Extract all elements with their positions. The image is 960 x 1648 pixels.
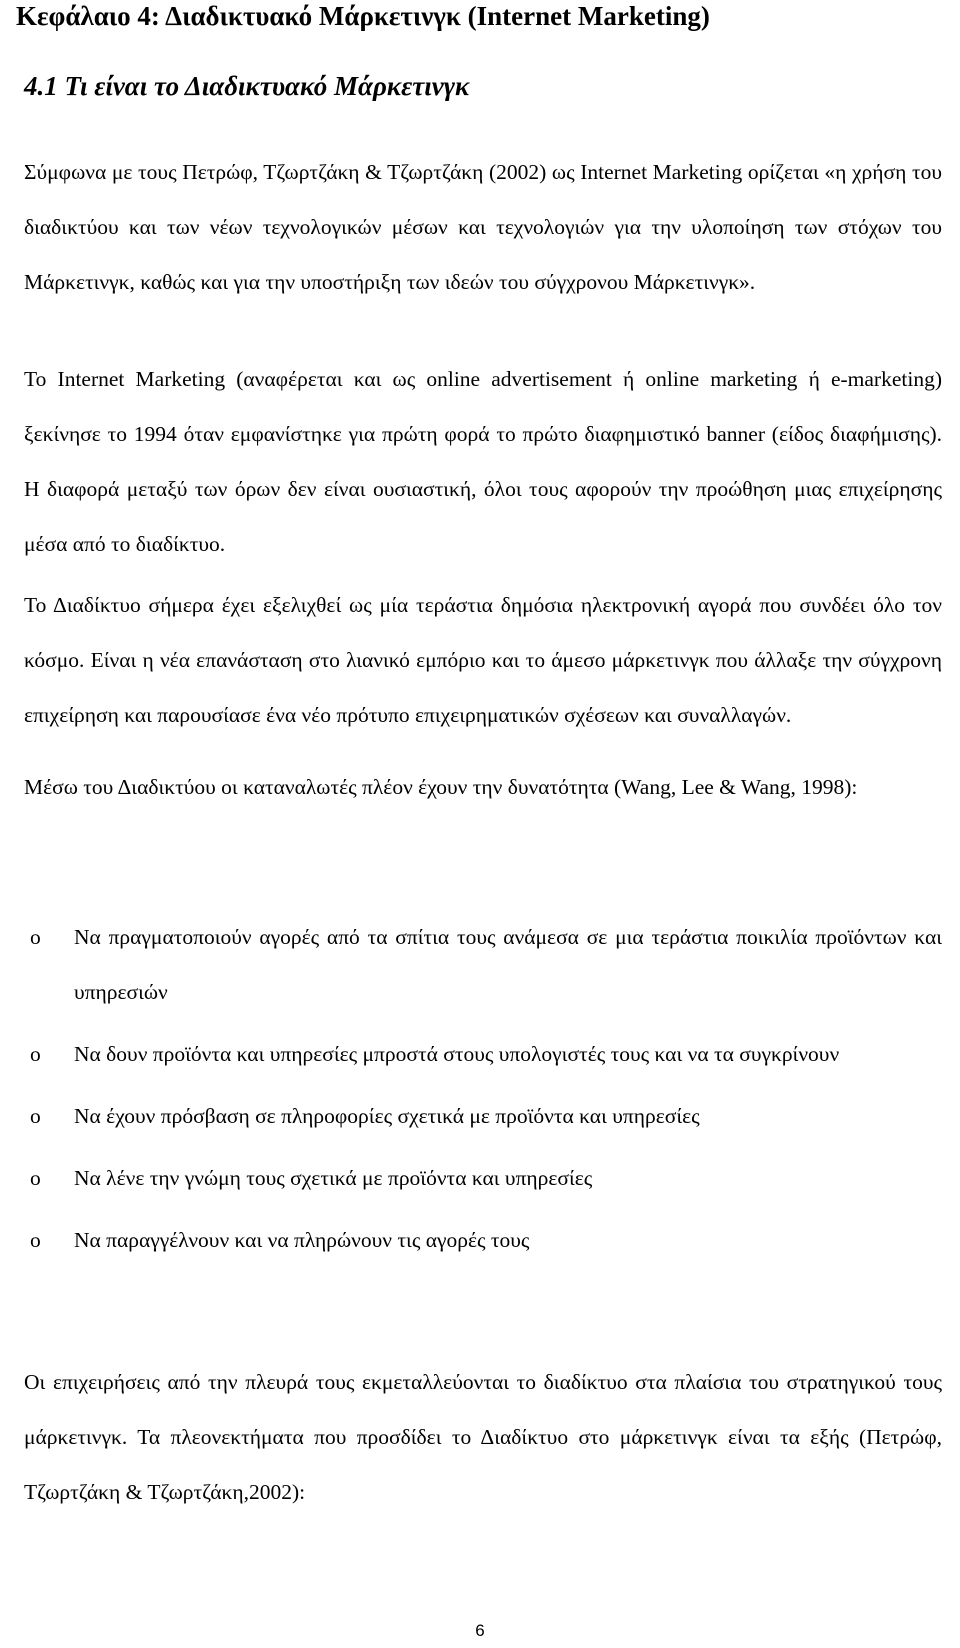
list-item-text: Να δουν προϊόντα και υπηρεσίες μπροστά στους υπολογιστές τους και να τα συγκρίνουν — [74, 1042, 840, 1066]
bullet-marker: o — [30, 1042, 41, 1066]
list-item — [24, 1089, 942, 1144]
paragraph-internet-today: Το Διαδίκτυο σήμερα έχει εξελιχθεί ως μία τεράστια δημόσια ηλεκτρονική αγορά που συνδέει όλο τον κόσμο. Είναι η νέα επανάσταση στο λιανικό εμπόριο και το άμεσο μάρκετινγκ που άλλαξε την σύγχρονη επιχείρηση και παρουσίασε ένα νέο πρότυπο επιχειρηματικών σχέσεων και συναλλαγών. — [24, 593, 942, 727]
list-item-text: Να πραγματοποιούν αγορές από τα σπίτια τους ανάμεσα σε μια τεράστια ποικιλία προϊόντων και υπηρεσιών — [74, 925, 942, 1004]
list-item — [24, 910, 942, 1020]
paragraph-history: Το Internet Marketing (αναφέρεται και ως online advertisement ή online marketing ή e-marketing) ξεκίνησε το 1994 όταν εμφανίστηκε για πρώτη φορά το πρώτο διαφημιστικό banner (είδος διαφήμισης). Η διαφορά μεταξύ των όρων δεν είναι ουσιαστική, όλοι τους αφορούν την προώθηση μιας επιχείρησης μέσα από το διαδίκτυο. — [24, 367, 942, 556]
paragraph-consumer-intro: Μέσω του Διαδικτύου οι καταναλωτές πλέον έχουν την δυνατότητα (Wang, Lee & Wang, 1998): — [24, 775, 858, 799]
list-item — [24, 1151, 942, 1206]
list-item-text: Να παραγγέλνουν και να πληρώνουν τις αγορές τους — [74, 1228, 530, 1252]
consumer-benefits-list — [24, 910, 942, 1275]
paragraph-definition: Σύμφωνα με τους Πετρώφ, Τζωρτζάκη & Τζωρτζάκη (2002) ως Internet Marketing ορίζεται «η χρήση του διαδικτύου και των νέων τεχνολογικών μέσων και τεχνολογιών για την υλοποίηση των στόχων του Μάρκετινγκ, καθώς και για την υποστήριξη των ιδεών του σύγχρονου Μάρκετινγκ». — [24, 160, 942, 294]
bullet-marker: o — [30, 1104, 41, 1128]
page-number: 6 — [475, 1621, 485, 1640]
paragraph-business-advantages: Οι επιχειρήσεις από την πλευρά τους εκμεταλλεύονται το διαδίκτυο στα πλαίσια του στρατηγικού τους μάρκετινγκ. Τα πλεονεκτήματα που προσδίδει το Διαδίκτυο στο μάρκετινγκ είναι τα εξής (Πετρώφ, Τζωρτζάκη & Τζωρτζάκη,2002): — [24, 1370, 942, 1504]
list-item — [24, 1213, 942, 1268]
list-item — [24, 1027, 942, 1082]
list-item-text: Να έχουν πρόσβαση σε πληροφορίες σχετικά με προϊόντα και υπηρεσίες — [74, 1104, 700, 1128]
section-title: 4.1 Τι είναι το Διαδικτυακό Μάρκετινγκ — [24, 71, 470, 101]
chapter-title: Κεφάλαιο 4: Διαδικτυακό Μάρκετινγκ (Internet Marketing) — [16, 1, 710, 31]
bullet-marker: o — [30, 925, 41, 949]
bullet-marker: o — [30, 1166, 41, 1190]
bullet-marker: o — [30, 1228, 41, 1252]
list-item-text: Να λένε την γνώμη τους σχετικά με προϊόντα και υπηρεσίες — [74, 1166, 593, 1190]
